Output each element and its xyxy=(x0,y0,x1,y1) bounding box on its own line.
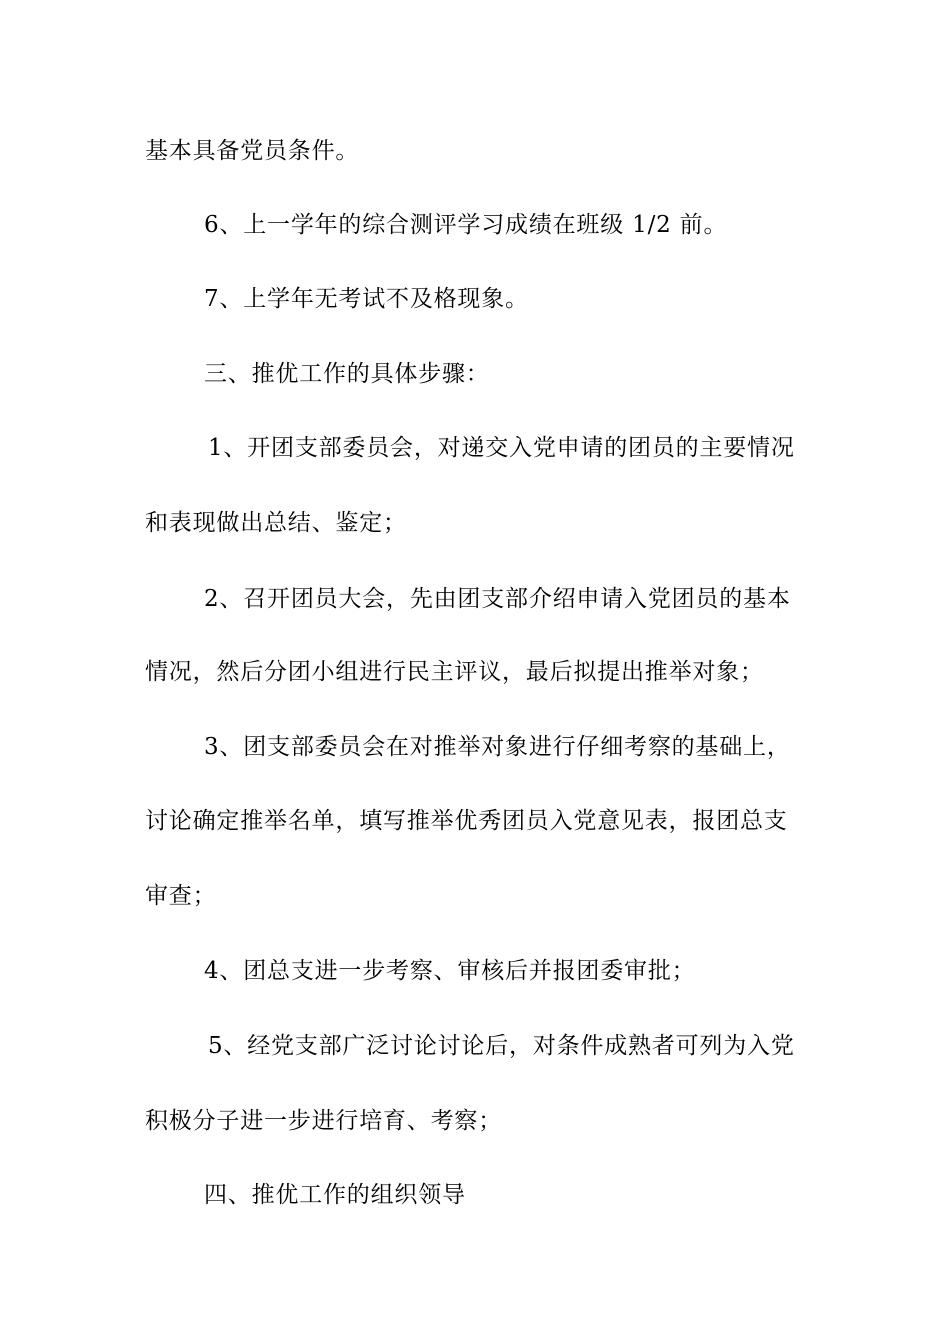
paragraph-line: 7、上学年无考试不及格现象。 xyxy=(204,286,529,312)
paragraph-line: 情况，然后分团小组进行民主评议，最后拟提出推举对象； xyxy=(145,659,764,685)
section-heading: 三、推优工作的具体步骤： xyxy=(204,361,490,387)
paragraph-line: 3、团支部委员会在对推举对象进行仔细考察的基础上， xyxy=(204,734,791,760)
paragraph-line: 讨论确定推举名单，填写推举优秀团员入党意见表，报团总支 xyxy=(145,808,788,834)
paragraph-line: 基本具备党员条件。 xyxy=(145,138,360,164)
paragraph-line: 6、上一学年的综合测评学习成绩在班级 1/2 前。 xyxy=(204,212,728,238)
paragraph-line: 1、开团支部委员会，对递交入党申请的团员的主要情况 xyxy=(208,435,795,461)
paragraph-line: 积极分子进一步进行培育、考察； xyxy=(145,1108,502,1134)
paragraph-line: 4、团总支进一步考察、审核后并报团委审批； xyxy=(204,958,696,984)
paragraph-line: 审查； xyxy=(145,883,217,909)
paragraph-line: 和表现做出总结、鉴定； xyxy=(145,510,407,536)
paragraph-line: 2、召开团员大会，先由团支部介绍申请入党团员的基本 xyxy=(204,586,791,612)
paragraph-line: 5、经党支部广泛讨论讨论后，对条件成熟者可列为入党 xyxy=(208,1033,795,1059)
section-heading: 四、推优工作的组织领导 xyxy=(204,1182,466,1208)
